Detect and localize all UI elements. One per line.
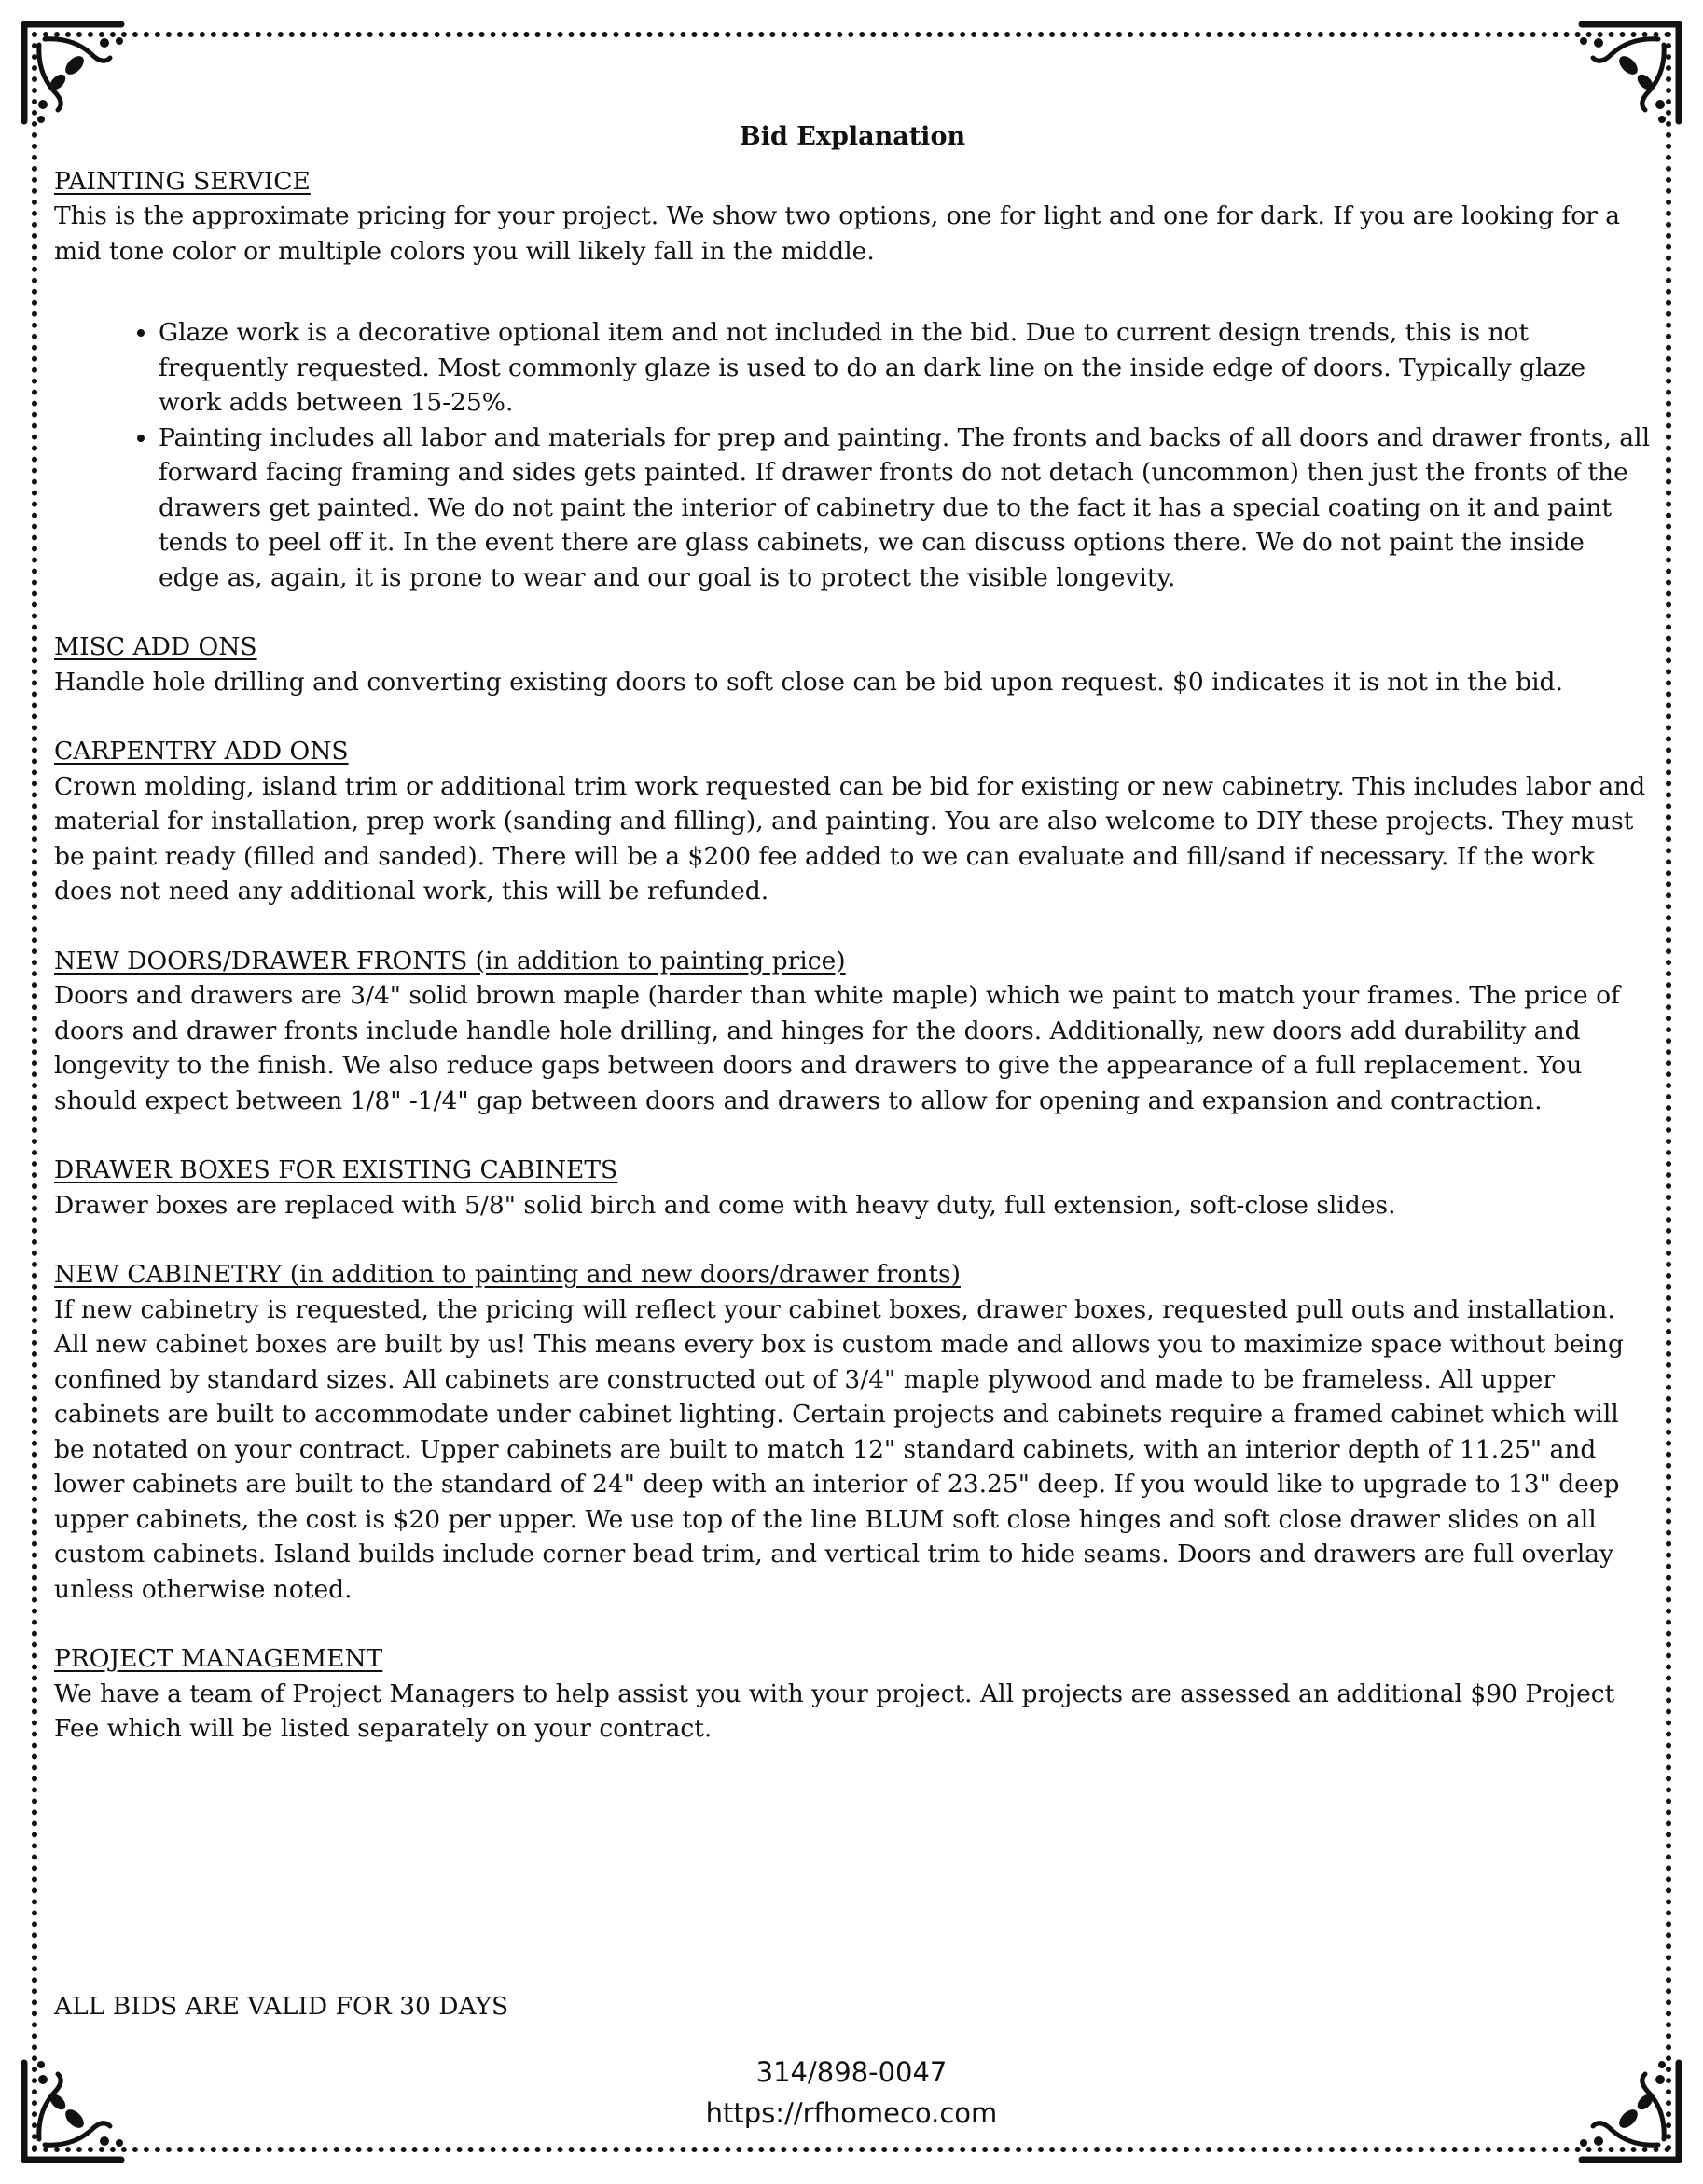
- footer-url[interactable]: https://rfhomeco.com: [705, 2097, 998, 2129]
- section-heading: DRAWER BOXES FOR EXISTING CABINETS: [54, 1155, 618, 1184]
- section-heading: NEW CABINETRY (in addition to painting and new doors/drawer fronts): [54, 1260, 961, 1289]
- footer-phone: 314/898-0047: [755, 2056, 948, 2088]
- dotted-border-bottom: [32, 2147, 1671, 2152]
- corner-flourish-icon: [17, 17, 129, 129]
- section-body: Crown molding, island trim or additional trim work requested can be bid for existing or new cabinetry. This includes labor and material for installation, prep work (sanding and filling), and painting. You are also welcome to DIY these projects. They must be paint ready (filled and sanded). There will be a $200 fee added to we can evaluate and fill/sand if necessary. If the work does not need any additional work, this will be refunded.: [54, 771, 1646, 905]
- section-body: We have a team of Project Managers to help assist you with your project. All projects are assessed an additional $90 Project Fee which will be listed separately on your contract.: [54, 1679, 1615, 1743]
- section-body: If new cabinetry is requested, the pricing will reflect your cabinet boxes, drawer boxes, requested pull outs and installation. All new cabinet boxes are built by us! This means every box is custom made and allows you to maximize space without being confined by standard sizes. All cabinets are constructed out of 3/4" maple plywood and made to be frameless. All upper cabinets are built to accommodate under cabinet lighting. Certain projects and cabinets require a framed cabinet which will be notated on your contract. Upper cabinets are built to match 12" standard cabinets, with an interior depth of 11.25" and lower cabinets are built to the standard of 24" deep with an interior of 23.25" deep. If you would like to upgrade to 13" deep upper cabinets, the cost is $20 per upper. We use top of the line BLUM soft close hinges and soft close drawer slides on all custom cabinets. Island builds include corner bead trim, and vertical trim to hide seams. Doors and drawers are full overlay unless otherwise noted.: [54, 1294, 1624, 1604]
- dotted-border-left: [32, 32, 37, 2152]
- section-heading: MISC ADD ONS: [54, 632, 257, 661]
- corner-flourish-icon: [1574, 17, 1686, 129]
- section-body: This is the approximate pricing for your project. We show two options, one for light and one for dark. If you are looking for a mid tone color or multiple colors you will likely fall in the middle.: [54, 201, 1621, 266]
- validity-note: ALL BIDS ARE VALID FOR 30 DAYS: [54, 1992, 509, 2021]
- document-body: [54, 119, 1651, 1781]
- section-new-doors: [54, 944, 1651, 1119]
- section-new-cabinetry: [54, 1257, 1651, 1607]
- page-title: Bid Explanation: [739, 122, 966, 151]
- section-heading: NEW DOORS/DRAWER FRONTS (in addition to painting price): [54, 946, 846, 975]
- section-heading: PROJECT MANAGEMENT: [54, 1644, 383, 1673]
- section-drawer-boxes: [54, 1153, 1651, 1223]
- section-body: Drawer boxes are replaced with 5/8" solid birch and come with heavy duty, full extension, soft-close slides.: [54, 1190, 1396, 1220]
- section-heading: CARPENTRY ADD ONS: [54, 737, 349, 766]
- list-item: • Painting includes all labor and materials for prep and painting. The fronts and backs of all doors and drawer fronts, all forward facing framing and sides gets painted. If drawer fronts do not detach (uncommon) then just the fronts of the drawers get painted. We do not paint the interior of cabinetry due to the fact it has a special coating on it and paint tends to peel off it. In the event there are glass cabinets, we can discuss options there. We do not paint the inside edge as, again, it is prone to wear and our goal is to protect the visible longevity.: [159, 421, 1651, 596]
- list-item: • Glaze work is a decorative optional item and not included in the bid. Due to current design trends, this is not frequently requested. Most commonly glaze is used to do an dark line on the inside edge of doors. Typically glaze work adds between 15-25%.: [159, 315, 1651, 421]
- dotted-border-right: [1666, 32, 1671, 2152]
- dotted-border-top: [32, 32, 1671, 37]
- section-project-management: [54, 1641, 1651, 1747]
- section-carpentry-add-ons: [54, 734, 1651, 909]
- section-body: Doors and drawers are 3/4" solid brown maple (harder than white maple) which we paint to match your frames. The price of doors and drawer fronts include handle hole drilling, and hinges for the doors. Additionally, new doors add durability and longevity to the finish. We also reduce gaps between doors and drawers to give the appearance of a full replacement. You should expect between 1/8" -1/4" gap between doors and drawers to allow for opening and expansion and contraction.: [54, 981, 1620, 1115]
- section-heading: PAINTING SERVICE: [54, 166, 311, 196]
- bullet-list: [54, 315, 1651, 595]
- section-painting-service: [54, 164, 1651, 596]
- section-body: Handle hole drilling and converting existing doors to soft close can be bid upon request. $0 indicates it is not in the bid.: [54, 667, 1563, 697]
- section-misc-add-ons: [54, 629, 1651, 699]
